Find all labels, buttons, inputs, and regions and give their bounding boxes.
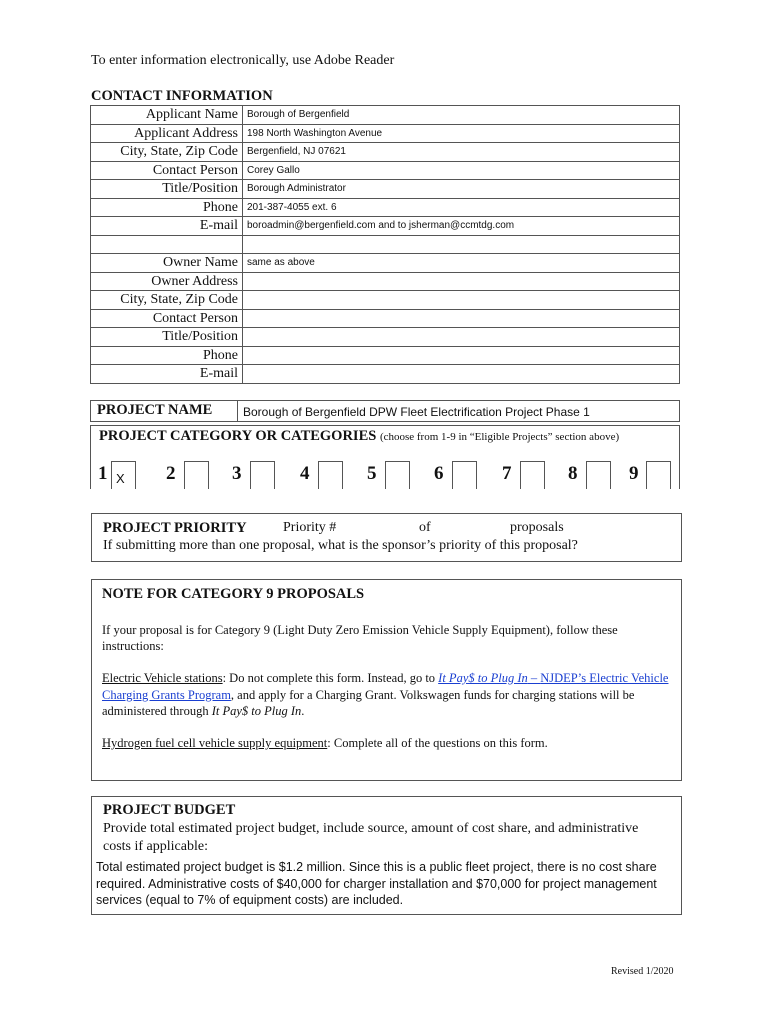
category-5-checkbox[interactable] [385, 461, 410, 489]
owner-name-row [91, 254, 680, 273]
project-name-field[interactable]: Borough of Bergenfield DPW Fleet Electrification Project Phase 1 [243, 405, 590, 419]
hydrogen-label: Hydrogen fuel cell vehicle supply equipment [102, 736, 328, 750]
project-category-title: PROJECT CATEGORY OR CATEGORIES [99, 428, 377, 444]
priority-of-field[interactable]: of [419, 520, 431, 535]
applicant-name-row [91, 106, 680, 125]
category-6-number: 6 [434, 463, 444, 484]
applicant-title-label: Title/Position [91, 180, 243, 199]
priority-question: If submitting more than one proposal, what is the sponsor’s priority of this proposal? [103, 538, 578, 553]
owner-phone-label: Phone [91, 346, 243, 365]
note-ev-paragraph [102, 670, 672, 720]
category-4-number: 4 [300, 463, 310, 484]
project-name-divider [237, 401, 238, 421]
owner-contact-field[interactable] [243, 309, 680, 328]
category-2-checkbox[interactable] [184, 461, 209, 489]
owner-city-row [91, 291, 680, 310]
applicant-title-row [91, 180, 680, 199]
ev-end: . [301, 704, 305, 718]
applicant-city-label: City, State, Zip Code [91, 143, 243, 162]
revision-date: Revised 1/2020 [611, 966, 674, 977]
link-dash: – [527, 671, 541, 685]
applicant-email-field[interactable]: boroadmin@bergenfield.com and to jsherman@ccmtdg.com [243, 217, 680, 236]
applicant-city-field[interactable]: Bergenfield, NJ 07621 [243, 143, 680, 162]
category-7-number: 7 [502, 463, 512, 484]
ev-stations-label: Electric Vehicle stations [102, 671, 223, 685]
owner-name-field[interactable]: same as above [243, 254, 680, 273]
category-9-checkbox[interactable] [646, 461, 671, 489]
project-category-hint: (choose from 1-9 in “Eligible Projects” section above) [379, 431, 620, 443]
priority-proposals-label: proposals [510, 520, 564, 535]
category-3-number: 3 [232, 463, 242, 484]
owner-address-label: Owner Address [91, 272, 243, 291]
category-4-checkbox[interactable] [318, 461, 343, 489]
ev-text-1: : Do not complete this form. Instead, go to [222, 671, 439, 685]
category-1-number: 1 [98, 463, 108, 484]
applicant-address-label: Applicant Address [91, 124, 243, 143]
category-9-number: 9 [629, 463, 639, 484]
owner-contact-label: Contact Person [91, 309, 243, 328]
hydrogen-text: : Complete all of the questions on this form. [327, 736, 548, 750]
category-7-checkbox[interactable] [520, 461, 545, 489]
owner-phone-row [91, 346, 680, 365]
owner-email-field[interactable] [243, 365, 680, 384]
applicant-contact-field[interactable]: Corey Gallo [243, 161, 680, 180]
form-instruction: To enter information electronically, use Adobe Reader [91, 53, 395, 68]
note-hydrogen-paragraph [102, 736, 672, 751]
owner-title-field[interactable] [243, 328, 680, 347]
note-title: NOTE FOR CATEGORY 9 PROPOSALS [102, 586, 365, 602]
owner-city-label: City, State, Zip Code [91, 291, 243, 310]
applicant-phone-label: Phone [91, 198, 243, 217]
spacer-value-cell [243, 235, 680, 254]
category-8-number: 8 [568, 463, 578, 484]
priority-number-field[interactable]: Priority # [283, 520, 337, 535]
category-9-note-section [91, 579, 682, 781]
owner-name-label: Owner Name [91, 254, 243, 273]
owner-address-row [91, 272, 680, 291]
applicant-address-row [91, 124, 680, 143]
owner-email-label: E-mail [91, 365, 243, 384]
project-category-section [90, 425, 680, 489]
project-name-label: PROJECT NAME [97, 402, 213, 418]
category-3-checkbox[interactable] [250, 461, 275, 489]
applicant-title-field[interactable]: Borough Administrator [243, 180, 680, 199]
spacer-label-cell [91, 235, 243, 254]
project-budget-field[interactable]: Total estimated project budget is $1.2 million. Since this is a public fleet project, there is no cost share required. Administrative costs of $40,000 for charger installation and $70,000 for project management services (equal to 7% of equipment costs) are included. [96, 860, 657, 907]
applicant-address-field[interactable]: 198 North Washington Avenue [243, 124, 680, 143]
category-5-number: 5 [367, 463, 377, 484]
ev-text-2: , and apply for a Charging Grant. Volkswagen funds for charging stations will be administered through [102, 687, 635, 718]
owner-contact-row [91, 309, 680, 328]
category-2-number: 2 [166, 463, 176, 484]
applicant-email-label: E-mail [91, 217, 243, 236]
category-6-checkbox[interactable] [452, 461, 477, 489]
owner-email-row [91, 365, 680, 384]
owner-phone-field[interactable] [243, 346, 680, 365]
applicant-city-row [91, 143, 680, 162]
contact-information-heading: CONTACT INFORMATION [91, 88, 273, 104]
owner-title-row [91, 328, 680, 347]
project-name-section [90, 400, 680, 422]
applicant-contact-row [91, 161, 680, 180]
applicant-email-row [91, 217, 680, 236]
note-intro: If your proposal is for Category 9 (Light Duty Zero Emission Vehicle Supply Equipment), follow these instructions: [102, 623, 618, 653]
owner-address-field[interactable] [243, 272, 680, 291]
project-priority-title: PROJECT PRIORITY [103, 520, 247, 536]
project-priority-section [91, 513, 682, 562]
applicant-name-field[interactable]: Borough of Bergenfield [243, 106, 680, 125]
owner-city-field[interactable] [243, 291, 680, 310]
ev-italic-program: It Pay$ to Plug In [211, 704, 302, 718]
project-budget-section [91, 796, 682, 915]
it-pays-to-plug-in-link[interactable]: It Pay$ to Plug In [438, 671, 528, 685]
spacer-row [91, 235, 680, 254]
project-category-heading [99, 428, 619, 445]
njdep-grants-link[interactable]: NJDEP’s Electric Vehicle Charging Grants Program [102, 671, 669, 702]
owner-title-label: Title/Position [91, 328, 243, 347]
category-1-checkbox[interactable]: X [111, 461, 136, 489]
applicant-name-label: Applicant Name [91, 106, 243, 125]
project-budget-title: PROJECT BUDGET [103, 802, 236, 818]
category-8-checkbox[interactable] [586, 461, 611, 489]
applicant-phone-field[interactable]: 201-387-4055 ext. 6 [243, 198, 680, 217]
applicant-contact-label: Contact Person [91, 161, 243, 180]
project-budget-prompt: Provide total estimated project budget, include source, amount of cost share, and administrative costs if applicable: [103, 821, 639, 854]
contact-information-table [90, 105, 680, 384]
applicant-phone-row [91, 198, 680, 217]
